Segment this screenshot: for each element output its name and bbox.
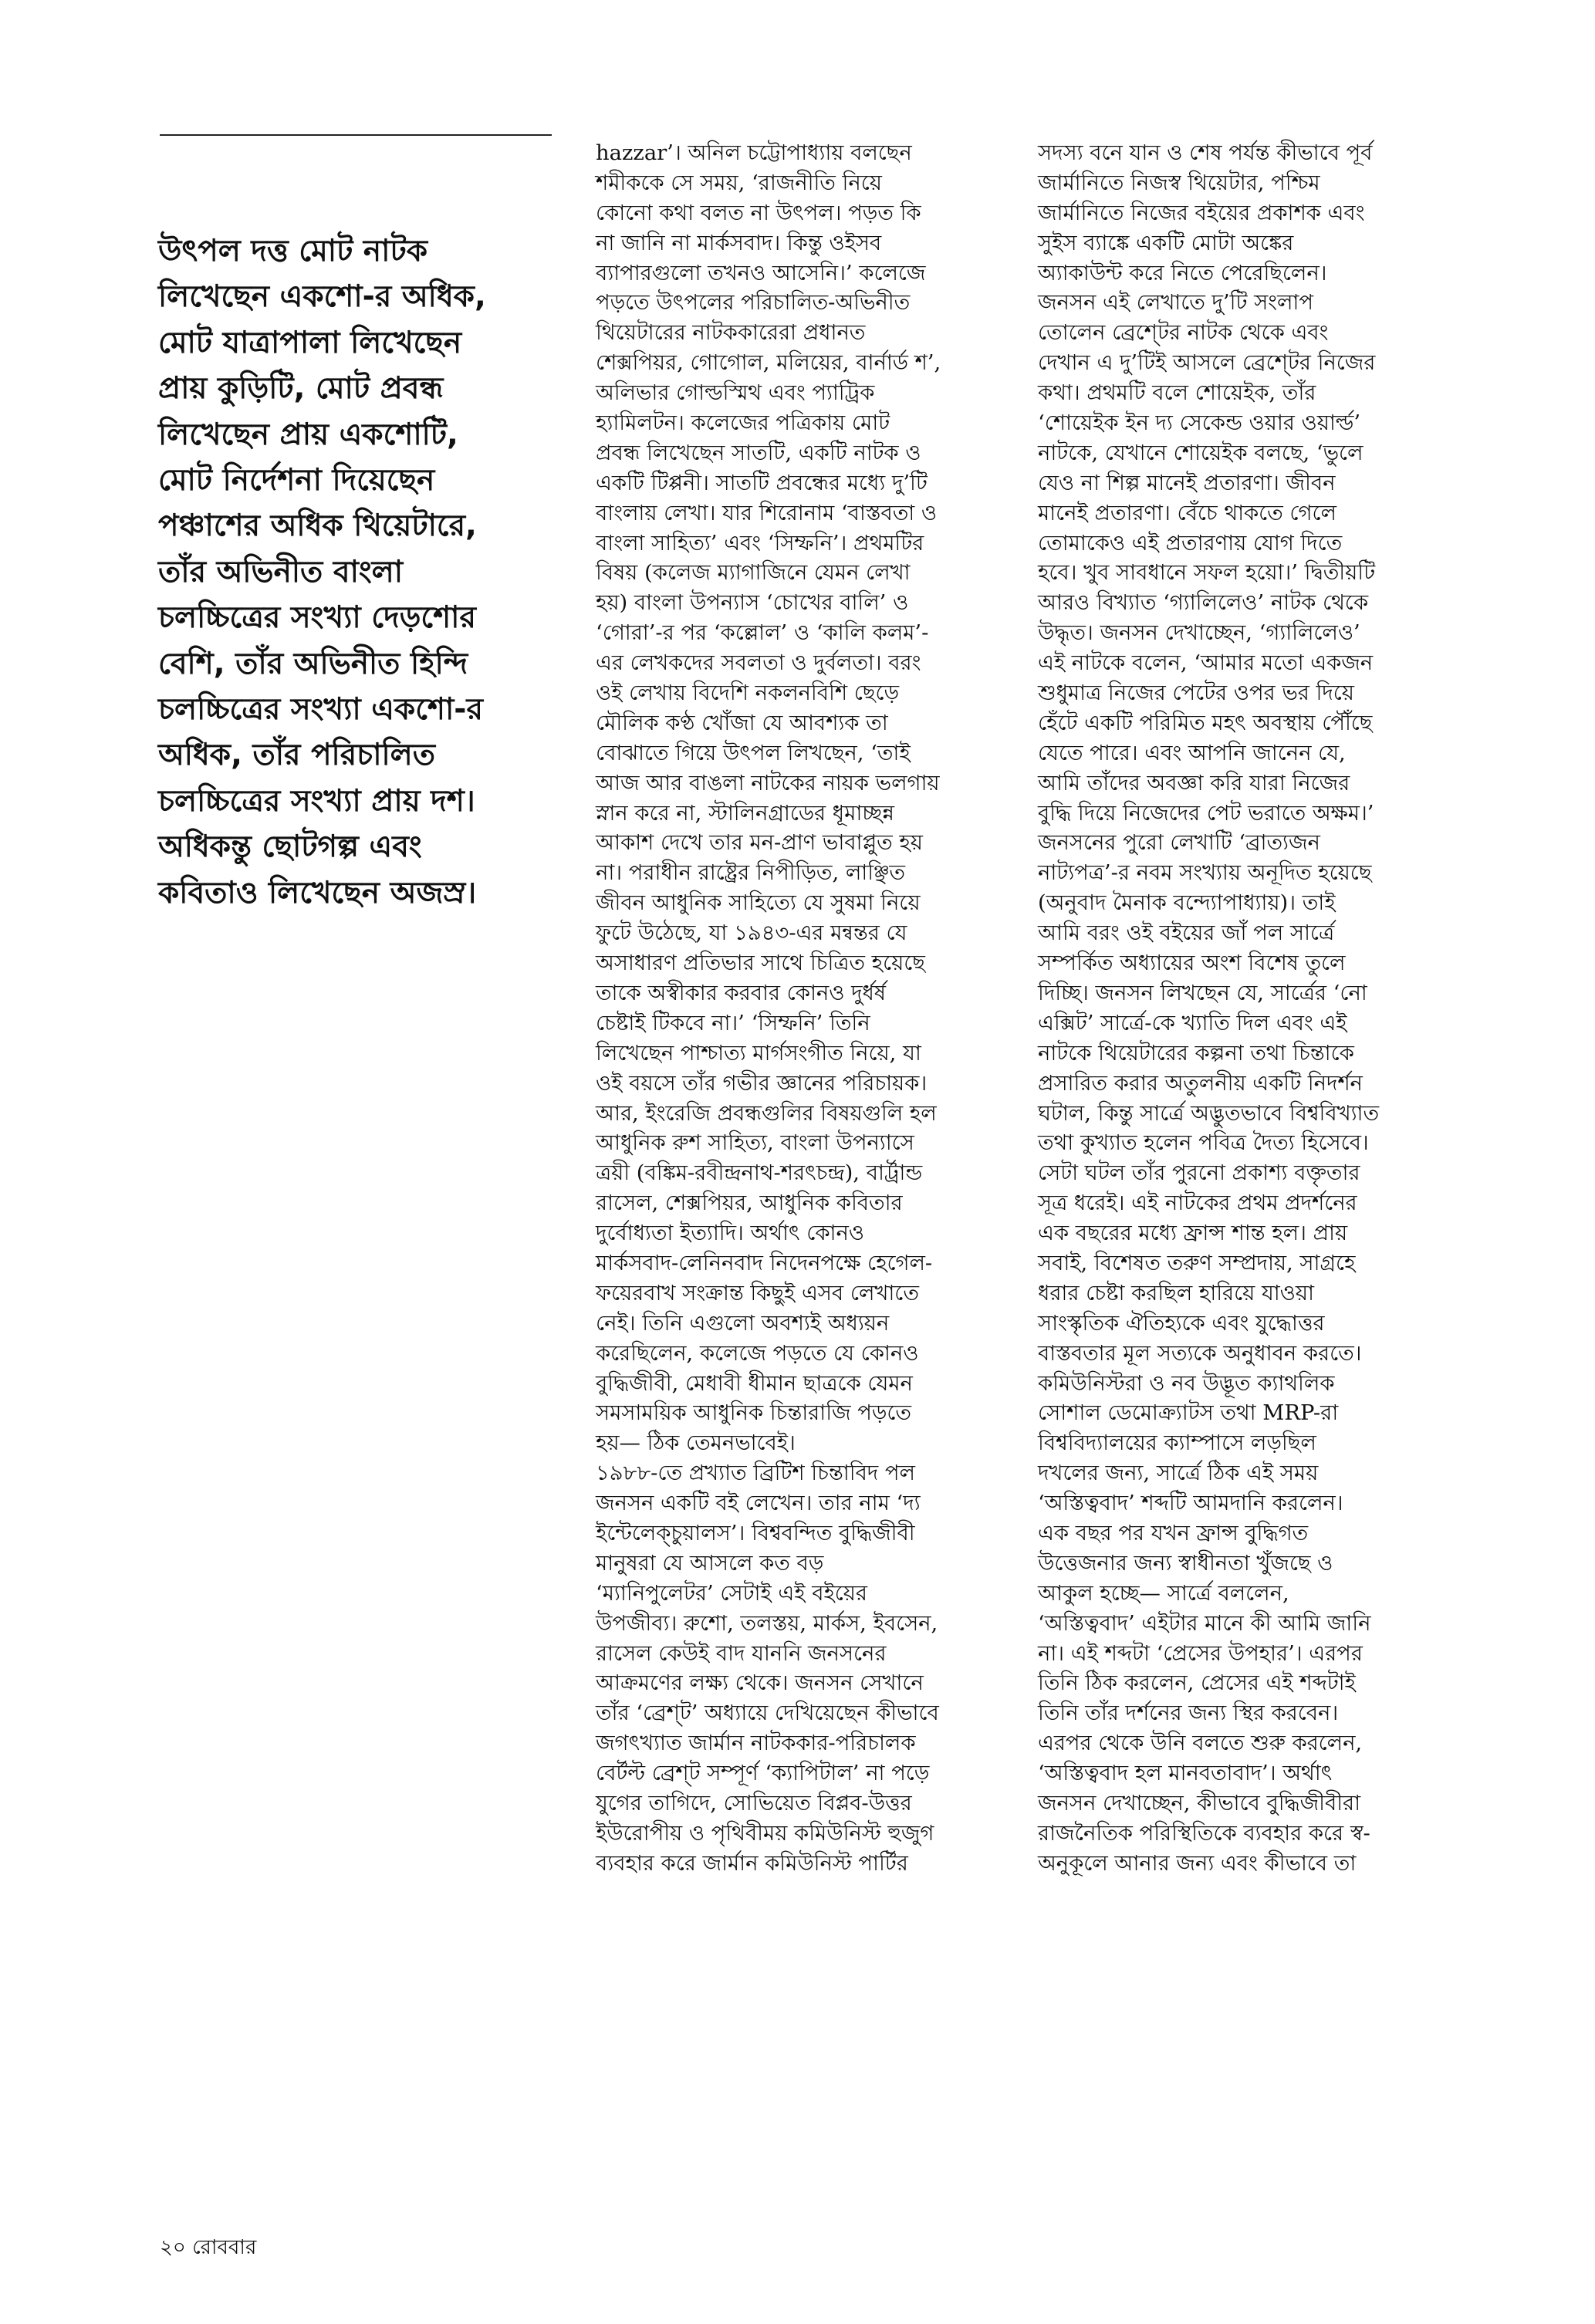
text-line: সম্পর্কিত অধ্যায়ের অংশ বিশেষ তুলে [1038,951,1346,976]
text-line: ১৯৮৮-তে প্রখ্যাত ব্রিটিশ চিন্তাবিদ পল [596,1461,915,1486]
pull-quote-line: লিখেছেন প্রায় একশোটি, [158,417,458,452]
text-line: রাজনৈতিক পরিস্থিতিকে ব্যবহার করে স্ব- [1038,1821,1370,1846]
text-line: দিচ্ছি। জনসন লিখছেন যে, সার্ত্রের ‘নো [1038,981,1367,1005]
text-line: জার্মানিতে নিজের বইয়ের প্রকাশক এবং [1038,201,1365,225]
text-line: সুইস ব্যাঙ্কে একটি মোটা অঙ্কের [1038,231,1294,255]
text-line: ধরার চেষ্টা করছিল হারিয়ে যাওয়া [1038,1281,1314,1306]
text-line: আরও বিখ্যাত ‘গ্যালিলেও’ নাটক থেকে [1038,591,1368,616]
text-line: বাস্তবতার মূল সত্যকে অনুধাবন করতে। [1038,1341,1362,1366]
text-line: অসাধারণ প্রতিভার সাথে চিত্রিত হয়েছে [596,951,925,976]
text-line: চেষ্টাই টিকবে না।’ ‘সিম্ফনি’ তিনি [596,1011,870,1035]
text-line: দখলের জন্য, সার্ত্রে ঠিক এই সময় [1038,1461,1319,1486]
text-line: ‘গোরা’-র পর ‘কল্লোল’ ও ‘কালি কলম’- [596,621,929,646]
text-line: সেটা ঘটল তাঁর পুরনো প্রকাশ্য বক্তৃতার [1038,1161,1360,1186]
text-line: আমি বরং ওই বইয়ের জাঁ পল সার্ত্রে [1038,921,1335,946]
pull-quote-line: তাঁর অভিনীত বাংলা [158,554,404,589]
text-line: না। পরাধীন রাষ্ট্রের নিপীড়িত, লাঞ্ছিত [596,861,905,886]
text-line: ওই বয়সে তাঁর গভীর জ্ঞানের পরিচায়ক। [596,1071,928,1096]
top-rule [160,134,552,136]
pull-quote-line: অধিকন্তু ছোটগল্প এবং [158,829,422,865]
text-line: ফুটে উঠেছে, যা ১৯৪৩-এর মন্বন্তর যে [596,921,907,946]
text-line: মানেই প্রতারণা। বেঁচে থাকতে গেলে [1038,501,1336,525]
text-line: জনসন একটি বই লেখেন। তার নাম ‘দ্য [596,1491,921,1516]
pull-quote-line: চলচ্চিত্রের সংখ্যা প্রায় দশ। [158,783,475,819]
text-line: বাংলায় লেখা। যার শিরোনাম ‘বাস্তবতা ও [596,501,938,525]
text-line: হয়) বাংলা উপন্যাস ‘চোখের বালি’ ও [596,591,909,616]
text-line: আজ আর বাঙলা নাটকের নায়ক ভলগায় [596,771,940,795]
text-line: আর, ইংরেজি প্রবন্ধগুলির বিষয়গুলি হল [596,1101,937,1126]
text-line: নাটকে, যেখানে শোয়েইক বলছে, ‘ভুলে [1038,441,1364,465]
text-line: সদস্য বনে যান ও শেষ পর্যন্ত কীভাবে পূর্ব [1038,141,1373,165]
text-line: সবাই, বিশেষত তরুণ সম্প্রদায়, সাগ্রহে [1038,1251,1356,1275]
text-line: জার্মানিতে নিজস্ব থিয়েটার, পশ্চিম [1038,171,1320,195]
text-line: দুর্বোধ্যতা ইত্যাদি। অর্থাৎ কোনও [596,1221,864,1246]
text-line: বোঝাতে গিয়ে উৎপল লিখছেন, ‘তাই [596,741,911,765]
text-line: বিশ্ববিদ্যালয়ের ক্যাম্পাসে লড়ছিল [1038,1431,1316,1456]
text-line: আধুনিক রুশ সাহিত্য, বাংলা উপন্যাসে [596,1131,914,1156]
text-line: এই নাটকে বলেন, ‘আমার মতো একজন [1038,651,1374,676]
text-line: লিখেছেন পাশ্চাত্য মার্গসংগীত নিয়ে, যা [596,1041,921,1066]
pull-quote-line: অধিক, তাঁর পরিচালিত [158,738,435,773]
text-line: ‘শোয়েইক ইন দ্য সেকেন্ড ওয়ার ওয়ার্ল্ড’ [1038,411,1361,436]
text-line: ফয়েরবাখ সংক্রান্ত কিছুই এসব লেখাতে [596,1281,919,1306]
text-line: একটি টিপ্পনী। সাতটি প্রবন্ধের মধ্যে দু’টি [596,471,928,495]
pull-quote-line: প্রায় কুড়িটি, মোট প্রবন্ধ [158,371,444,407]
text-line: নাটকে থিয়েটারের কল্পনা তথা চিন্তাকে [1038,1041,1354,1066]
text-line: বের্টল্ট ব্রেশ্ট সম্পূর্ণ ‘ক্যাপিটাল’ না পড়ে [596,1762,930,1786]
text-line: পড়তে উৎপলের পরিচালিত-অভিনীত [596,291,911,316]
text-line: hazzar’। অনিল চট্টোপাধ্যায় বলছেন [596,141,912,165]
text-line: তাকে অস্বীকার করবার কোনও দুর্ধর্ষ [596,981,886,1005]
text-line: হবে। খুব সাবধানে সফল হয়ো।’ দ্বিতীয়টি [1038,561,1376,586]
text-line: জগৎখ্যাত জার্মান নাটককার-পরিচালক [596,1731,916,1756]
pull-quote-line: বেশি, তাঁর অভিনীত হিন্দি [158,646,468,681]
text-line: (অনুবাদ মৈনাক বন্দ্যোপাধ্যায়)। তাই [1038,891,1336,916]
pull-quote-line: কবিতাও লিখেছেন অজস্র। [158,875,477,910]
text-line: এক বছরের মধ্যে ফ্রান্স শান্ত হল। প্রায় [1038,1221,1348,1246]
text-line: এক্সিট’ সার্ত্রে-কে খ্যাতি দিল এবং এই [1038,1011,1347,1035]
pull-quote-line: উৎপল দত্ত মোট নাটক [158,234,428,269]
text-line: ইউরোপীয় ও পৃথিবীময় কমিউনিস্ট হুজুগ [596,1821,934,1846]
text-line: বুদ্ধিজীবী, মেধাবী ধীমান ছাত্রকে যেমন [596,1371,913,1396]
text-line: এরপর থেকে উনি বলতে শুরু করলেন, [1038,1731,1363,1756]
text-line: ‘অস্তিত্ববাদ হল মানবতাবাদ’। অর্থাৎ [1038,1762,1333,1786]
text-line: এর লেখকদের সবলতা ও দুর্বলতা। বরং [596,651,921,676]
text-line: আক্রমণের লক্ষ্য থেকে। জনসন সেখানে [596,1671,924,1696]
text-line: ‘অস্তিত্ববাদ’ শব্দটি আমদানি করলেন। [1038,1491,1343,1516]
text-line: হ্যামিলটন। কলেজের পত্রিকায় মোট [596,411,890,436]
text-line: করেছিলেন, কলেজে পড়তে যে কোনও [596,1341,919,1366]
text-line: সাংস্কৃতিক ঐতিহ্যকে এবং যুদ্ধোত্তর [1038,1311,1325,1336]
text-line: সমসাময়িক আধুনিক চিন্তারাজি পড়তে [596,1401,911,1426]
text-line: জনসন এই লেখাতে দু’টি সংলাপ [1038,291,1313,316]
text-line: হয়— ঠিক তেমনভাবেই। [596,1431,796,1456]
text-line: জনসন দেখাচ্ছেন, কীভাবে বুদ্ধিজীবীরা [1038,1791,1361,1816]
text-line: আকুল হচ্ছে— সার্ত্রে বললেন, [1038,1581,1289,1606]
text-line: ‘অস্তিত্ববাদ’ এইটার মানে কী আমি জানি [1038,1611,1371,1636]
text-line: মানুষরা যে আসলে কত বড় [596,1551,824,1576]
text-line: যুগের তাগিদে, সোভিয়েত বিপ্লব-উত্তর [596,1791,912,1816]
text-line: শেক্সপিয়র, গোগোল, মলিয়ের, বার্নার্ড শ’, [596,351,941,376]
text-line: না। এই শব্দটা ‘প্রেসের উপহার’। এরপর [1038,1641,1363,1666]
text-line: সোশাল ডেমোক্র্যাটস তথা MRP-রা [1038,1401,1339,1426]
text-line: রাসেল, শেক্সপিয়র, আধুনিক কবিতার [596,1191,903,1216]
text-line: মার্কসবাদ-লেনিনবাদ নিদেনপক্ষে হেগেল- [596,1251,933,1275]
text-line: কথা। প্রথমটি বলে শোয়েইক, তাঁর [1038,381,1316,406]
text-line: উদ্ধৃত। জনসন দেখাচ্ছেন, ‘গ্যালিলেও’ [1038,621,1360,646]
article-column-2 [596,139,997,1880]
pull-quote-line: মোট নির্দেশনা দিয়েছেন [158,463,435,498]
text-line: তোমাকেও এই প্রতারণায় যোগ দিতে [1038,531,1343,556]
text-line: শুধুমাত্র নিজের পেটের ওপর ভর দিয়ে [1038,681,1354,706]
text-line: অলিভার গোল্ডস্মিথ এবং প্যাট্রিক [596,381,875,406]
pull-quote-line: মোট যাত্রাপালা লিখেছেন [158,325,462,360]
text-line: তাঁর ‘ব্রেশ্ট’ অধ্যায়ে দেখিয়েছেন কীভাবে [596,1701,939,1726]
text-line: নেই। তিনি এগুলো অবশ্যই অধ্যয়ন [596,1311,890,1336]
text-line: অ্যাকাউন্ট করে নিতে পেরেছিলেন। [1038,261,1327,285]
text-line: ব্যবহার করে জার্মান কমিউনিস্ট পার্টির [596,1851,908,1876]
text-line: তোলেন ব্রেশ্টের নাটক থেকে এবং [1038,321,1329,346]
text-line: কোনো কথা বলত না উৎপল। পড়ত কি [596,201,921,225]
pull-quote-line: লিখেছেন একশো-র অধিক, [158,279,486,315]
text-line: জীবন আধুনিক সাহিত্যে যে সুষমা নিয়ে [596,891,921,916]
text-line: না জানি না মার্কসবাদ। কিন্তু ওইসব [596,231,882,255]
text-line: যেও না শিল্প মানেই প্রতারণা। জীবন [1038,471,1336,495]
text-line: কমিউনিস্টরা ও নব উদ্ভূত ক্যাথলিক [1038,1371,1335,1396]
text-line: মৌলিক কণ্ঠ খোঁজা যে আবশ্যক তা [596,711,888,735]
text-line: হেঁটে একটি পরিমিত মহৎ অবস্থায় পৌঁছে [1038,711,1373,735]
text-line: আকাশ দেখে তার মন-প্রাণ ভাবাপ্লুত হয় [596,831,923,856]
text-line: ‘ম্যানিপুলেটর’ সেটাই এই বইয়ের [596,1581,867,1606]
article-column-3 [1038,139,1439,1880]
text-line: সূত্র ধরেই। এই নাটকের প্রথম প্রদর্শনের [1038,1191,1357,1216]
text-line: তিনি তাঁর দর্শনের জন্য স্থির করবেন। [1038,1701,1339,1726]
text-line: ত্রয়ী (বঙ্কিম-রবীন্দ্রনাথ-শরৎচন্দ্র), বার্ট্রান্ড [596,1161,923,1186]
text-line: উপজীব্য। রুশো, তলস্তয়, মার্কস, ইবসেন, [596,1611,938,1636]
text-line: ব্যাপারগুলো তখনও আসেনি।’ কলেজে [596,261,926,285]
text-line: থিয়েটারের নাটককারেরা প্রধানত [596,321,866,346]
text-line: এক বছর পর যখন ফ্রান্স বুদ্ধিগত [1038,1521,1309,1545]
text-line: ঘটাল, কিন্তু সার্ত্রে অদ্ভুতভাবে বিশ্ববিখ্যাত [1038,1101,1380,1126]
text-line: বুদ্ধি দিয়ে নিজেদের পেট ভরাতে অক্ষম।’ [1038,801,1374,826]
text-line: প্রসারিত করার অতুলনীয় একটি নিদর্শন [1038,1071,1363,1096]
text-line: আমি তাঁদের অবজ্ঞা করি যারা নিজের [1038,771,1350,795]
text-line: বিষয় (কলেজ ম্যাগাজিনে যেমন লেখা [596,561,911,586]
text-line: অনুকূলে আনার জন্য এবং কীভাবে তা [1038,1851,1357,1876]
pull-quote-line: চলচ্চিত্রের সংখ্যা দেড়শোর [158,600,476,636]
text-line: স্নান করে না, স্টালিনগ্রাডের ধূমাচ্ছন্ন [596,801,894,826]
text-line: তিনি ঠিক করলেন, প্রেসের এই শব্দটাই [1038,1671,1356,1696]
pull-quote [158,228,567,916]
text-line: উত্তেজনার জন্য স্বাধীনতা খুঁজছে ও [1038,1551,1333,1576]
text-line: ইন্টেলেক্চুয়ালস’। বিশ্ববন্দিত বুদ্ধিজীবী [596,1521,915,1545]
pull-quote-line: চলচ্চিত্রের সংখ্যা একশো-র [158,692,483,728]
page-footer: ২০ রোববার [160,2236,257,2259]
text-line: যেতে পারে। এবং আপনি জানেন যে, [1038,741,1346,765]
text-line: নাট্যপত্র’-র নবম সংখ্যায় অনূদিত হয়েছে [1038,861,1372,886]
pull-quote-line: পঞ্চাশের অধিক থিয়েটারে, [158,508,477,544]
text-line: রাসেল কেউই বাদ যাননি জনসনের [596,1641,887,1666]
text-line: ওই লেখায় বিদেশি নকলনবিশি ছেড়ে [596,681,900,706]
text-line: শমীককে সে সময়, ‘রাজনীতি নিয়ে [596,171,882,195]
text-line: দেখান এ দু’টিই আসলে ব্রেশ্টের নিজের [1038,351,1376,376]
text-line: প্রবন্ধ লিখেছেন সাতটি, একটি নাটক ও [596,441,921,465]
text-line: বাংলা সাহিত্য’ এবং ‘সিম্ফনি’। প্রথমটির [596,531,924,556]
text-line: তথা কুখ্যাত হলেন পবিত্র দৈত্য হিসেবে। [1038,1131,1369,1156]
text-line: জনসনের পুরো লেখাটি ‘ব্রাত্যজন [1038,831,1320,856]
